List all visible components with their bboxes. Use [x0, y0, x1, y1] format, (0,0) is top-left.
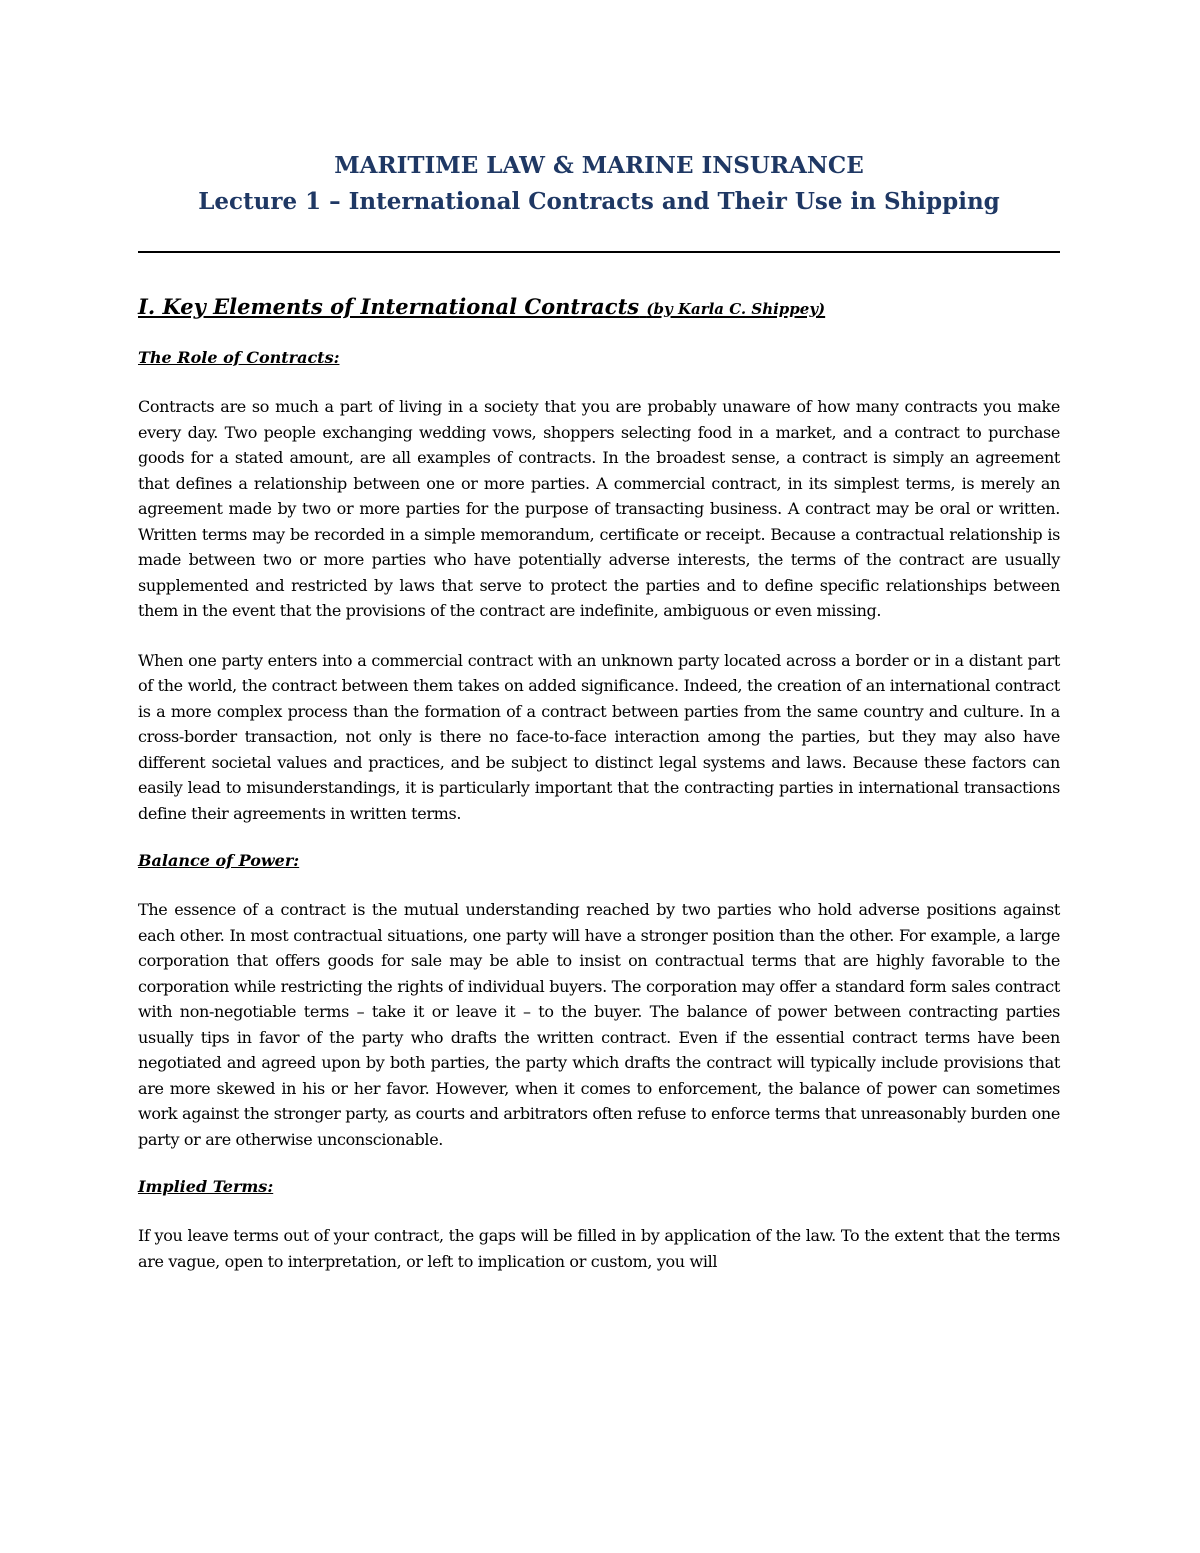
paragraph: When one party enters into a commercial contract with an unknown party located across a border or in a distant part of the world, the contract between them takes on added significance. Indeed, the creation of an international contract is a more complex process than the formation of a contract between parties from the same country and culture. In a cross-border transaction, not only is there no face-to-face interaction among the parties, but they may also have different societal values and practices, and be subject to distinct legal systems and laws. Because these factors can easily lead to misunderstandings, it is particularly important that the contracting parties in international transactions define their agreements in written terms.: [138, 650, 1060, 823]
subheading-role-of-contracts: The Role of Contracts:: [138, 348, 340, 367]
title-divider: [138, 251, 1060, 253]
document-subtitle: Lecture 1 – International Contracts and Their Use in Shipping: [198, 188, 1000, 215]
section-byline: (by Karla C. Shippey): [646, 300, 826, 318]
paragraph: If you leave terms out of your contract, the gaps will be filled in by application of the law. To the extent that the terms are vague, open to interpretation, or left to implication or custom, you will: [138, 1226, 1060, 1271]
subheading-implied-terms: Implied Terms:: [138, 1177, 274, 1196]
section-heading: [138, 293, 1060, 323]
section-heading-text: I. Key Elements of International Contracts: [138, 294, 640, 319]
document-page: [138, 150, 1060, 1274]
subheading-balance-of-power: Balance of Power:: [138, 851, 300, 870]
document-title: MARITIME LAW & MARINE INSURANCE: [334, 152, 864, 179]
paragraph: Contracts are so much a part of living in a society that you are probably unaware of how many contracts you make every day. Two people exchanging wedding vows, shoppers selecting food in a market, and a contract to purchase goods for a stated amount, are all examples of contracts. In the broadest sense, a contract is simply an agreement that defines a relationship between one or more parties. A commercial contract, in its simplest terms, is merely an agreement made by two or more parties for the purpose of transacting business. A contract may be oral or written. Written terms may be recorded in a simple memorandum, certificate or receipt. Because a contractual relationship is made between two or more parties who have potentially adverse interests, the terms of the contract are usually supplemented and restricted by laws that serve to protect the parties and to define specific relationships between them in the event that the provisions of the contract are indefinite, ambiguous or even missing.: [138, 397, 1060, 620]
paragraph: The essence of a contract is the mutual understanding reached by two parties who hold adverse positions against each other. In most contractual situations, one party will have a stronger position than the other. For example, a large corporation that offers goods for sale may be able to insist on contractual terms that are highly favorable to the corporation while restricting the rights of individual buyers. The corporation may offer a standard form sales contract with non-negotiable terms – take it or leave it – to the buyer. The balance of power between contracting parties usually tips in favor of the party who drafts the written contract. Even if the essential contract terms have been negotiated and agreed upon by both parties, the party which drafts the contract will typically include provisions that are more skewed in his or her favor. However, when it comes to enforcement, the balance of power can sometimes work against the stronger party, as courts and arbitrators often refuse to enforce terms that unreasonably burden one party or are otherwise unconscionable.: [138, 900, 1060, 1149]
